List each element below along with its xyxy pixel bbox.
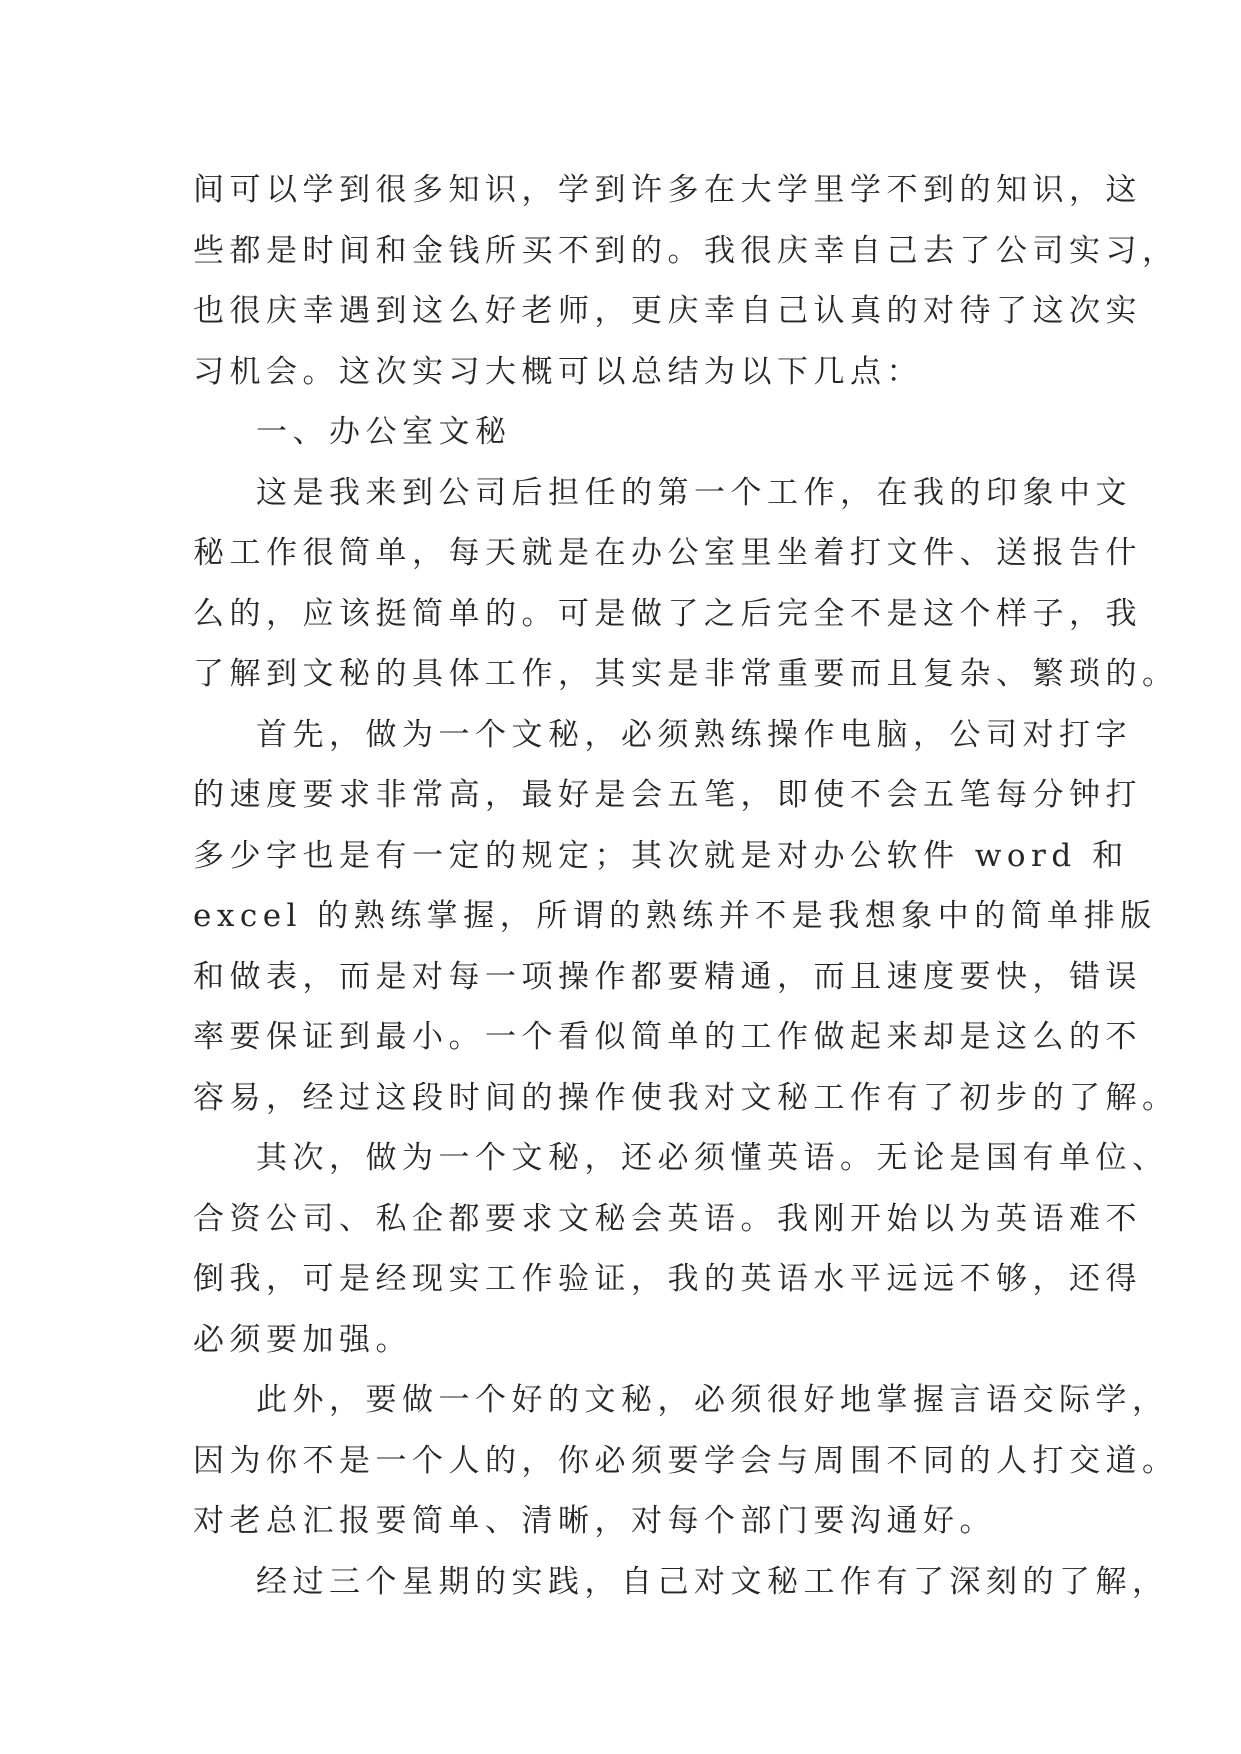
text-line: 倒我，可是经现实工作验证，我的英语水平远远不够，还得 bbox=[193, 1261, 1142, 1297]
text-line: 必须要加强。 bbox=[193, 1321, 412, 1358]
body-text bbox=[193, 160, 1179, 1612]
text-line: 合资公司、私企都要求文秘会英语。我刚开始以为英语难不 bbox=[193, 1200, 1142, 1237]
text-line: 率要保证到最小。一个看似简单的工作做起来却是这么的不 bbox=[193, 1019, 1142, 1055]
text-line: 这是我来到公司后担任的第一个工作，在我的印象中文 bbox=[256, 474, 1132, 511]
paragraph bbox=[193, 463, 1179, 705]
text-line: excel 的熟练掌握，所谓的熟练并不是我想象中的简单排版 bbox=[193, 898, 1157, 934]
text-line: 一、办公室文秘 bbox=[256, 414, 512, 450]
text-line: 和做表，而是对每一项操作都要精通，而且速度要快，错误 bbox=[193, 958, 1142, 995]
text-line: 秘工作很简单，每天就是在办公室里坐着打文件、送报告什 bbox=[193, 535, 1142, 571]
text-line: 些都是时间和金钱所买不到的。我很庆幸自己去了公司实习， bbox=[193, 232, 1179, 269]
paragraph bbox=[193, 160, 1179, 402]
text-line: 的速度要求非常高，最好是会五笔，即使不会五笔每分钟打 bbox=[193, 777, 1142, 813]
paragraph bbox=[193, 1552, 1169, 1613]
text-line: 了解到文秘的具体工作，其实是非常重要而且复杂、繁琐的。 bbox=[193, 656, 1179, 692]
text-line: 首先，做为一个文秘，必须熟练操作电脑，公司对打字 bbox=[256, 716, 1132, 753]
text-line: 容易，经过这段时间的操作使我对文秘工作有了初步的了解。 bbox=[193, 1079, 1179, 1116]
text-line: 因为你不是一个人的，你必须要学会与周围不同的人打交道。 bbox=[193, 1442, 1179, 1479]
paragraph bbox=[193, 1370, 1179, 1552]
text-line: 么的，应该挺简单的。可是做了之后完全不是这个样子，我 bbox=[193, 595, 1142, 632]
text-line: 也很庆幸遇到这么好老师，更庆幸自己认真的对待了这次实 bbox=[193, 293, 1142, 329]
text-line: 对老总汇报要简单、清晰，对每个部门要沟通好。 bbox=[193, 1503, 996, 1539]
text-line: 此外，要做一个好的文秘，必须很好地掌握言语交际学， bbox=[256, 1382, 1169, 1418]
text-line: 其次，做为一个文秘，还必须懂英语。无论是国有单位、 bbox=[256, 1140, 1169, 1176]
paragraph bbox=[193, 1128, 1169, 1370]
text-line: 习机会。这次实习大概可以总结为以下几点： bbox=[193, 353, 923, 390]
text-line: 经过三个星期的实践，自己对文秘工作有了深刻的了解， bbox=[256, 1563, 1169, 1600]
paragraph bbox=[193, 705, 1179, 1129]
text-line: 多少字也是有一定的规定；其次就是对办公软件 word 和 bbox=[193, 837, 1129, 874]
text-line: 间可以学到很多知识，学到许多在大学里学不到的知识，这 bbox=[193, 172, 1142, 208]
section-heading bbox=[193, 402, 1093, 463]
